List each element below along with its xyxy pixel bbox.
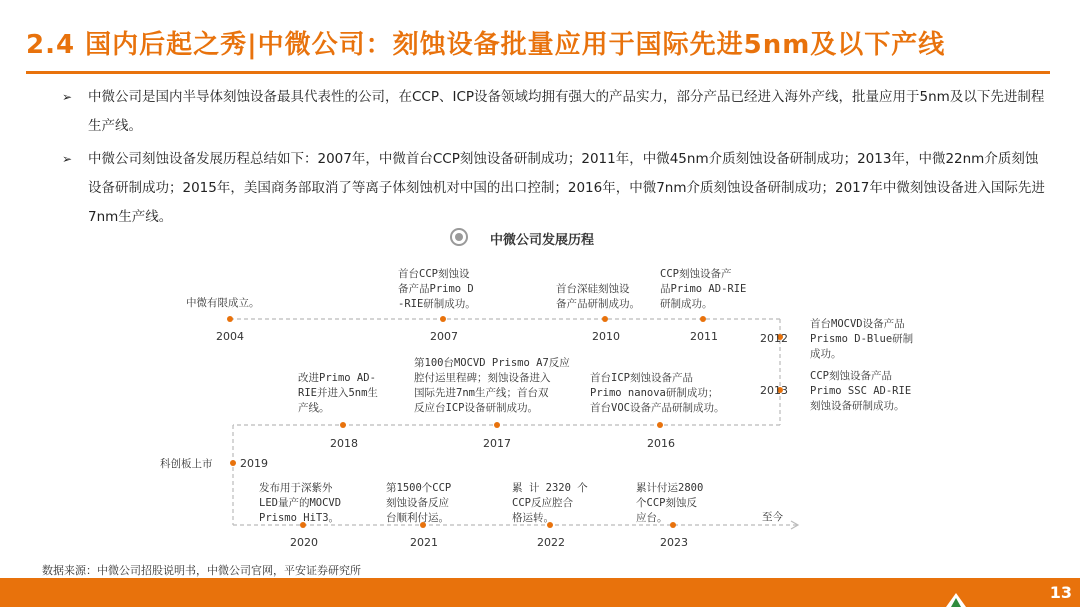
milestone-desc-2004: 中微有限成立。 — [186, 297, 260, 309]
milestone-year-2016: 2016 — [647, 437, 675, 450]
milestone-desc-2010: 首台深硅刻蚀设 备产品研制成功。 — [556, 283, 640, 310]
milestone-desc-2019: 科创板上市 — [160, 458, 213, 470]
milestone-dot-2004 — [227, 316, 233, 322]
milestone-desc-2012: 首台MOCVD设备产品 Prismo D-Blue研制 成功。 — [810, 318, 914, 360]
milestone-year-2018: 2018 — [330, 437, 358, 450]
milestone-desc-2023: 累计付运2800 个CCP刻蚀反 应台。 — [636, 482, 704, 524]
data-source-note: 数据来源：中微公司招股说明书，中微公司官网，平安证券研究所 — [42, 564, 361, 577]
milestone-year-2019: 2019 — [240, 457, 268, 470]
milestone-desc-2011: CCP刻蚀设备产 品Primo AD-RIE 研制成功。 — [660, 268, 747, 310]
milestone-desc-2022: 累 计 2320 个 CCP反应腔合 格运转。 — [512, 482, 588, 524]
bullet-text: 中微公司刻蚀设备发展历程总结如下：2007年，中微首台CCP刻蚀设备研制成功；2011年，中微45nm介质刻蚀设备研制成功；2013年，中微22nm介质刻蚀设备研制成功；2015年，美国商务部取消了等离子体刻蚀机对中国的出口控制；2016年，中微7nm介质刻蚀设备研制成功；2017年中微刻蚀设备进入国际先进7nm生产线。 — [88, 151, 1045, 225]
milestone-year-2022: 2022 — [537, 536, 565, 549]
milestone-year-2017: 2017 — [483, 437, 511, 450]
timeline-end-label: 至今 — [762, 511, 783, 523]
milestone-dot-2011 — [700, 316, 706, 322]
milestone-year-2011: 2011 — [690, 330, 718, 343]
milestone-dot-2007 — [440, 316, 446, 322]
milestone-desc-2016: 首台ICP刻蚀设备产品 Primo nanova研制成功； 首台VOC设备产品研制成功。 — [590, 372, 725, 414]
milestone-desc-2020: 发布用于深紫外 LED量产的MOCVD Prismo HiT3。 — [259, 482, 342, 524]
milestone-dot-2017 — [494, 422, 500, 428]
milestone-desc-2021: 第1500个CCP 刻蚀设备反应 台顺利付运。 — [386, 482, 452, 524]
bullet-arrow-icon: ➢ — [62, 90, 73, 104]
bullet-text: 中微公司是国内半导体刻蚀设备最具代表性的公司，在CCP、ICP设备领域均拥有强大的产品实力，部分产品已经进入海外产线，批量应用于5nm及以下先进制程生产线。 — [88, 89, 1045, 134]
milestone-year-2004: 2004 — [216, 330, 244, 343]
milestone-year-2010: 2010 — [592, 330, 620, 343]
milestone-desc-2007: 首台CCP刻蚀设 备产品Primo D -RIE研制成功。 — [398, 268, 476, 310]
milestone-year-2013: 2013 — [760, 384, 788, 397]
milestone-year-2023: 2023 — [660, 536, 688, 549]
milestone-dot-2016 — [657, 422, 663, 428]
page-number: 13 — [1049, 583, 1072, 602]
milestone-dot-2019 — [230, 460, 236, 466]
footer-bar — [0, 578, 1080, 607]
milestone-year-2012: 2012 — [760, 332, 788, 345]
milestone-year-2021: 2021 — [410, 536, 438, 549]
timeline-title: 中微公司发展历程 — [490, 233, 595, 248]
milestone-dot-2018 — [340, 422, 346, 428]
milestone-year-2020: 2020 — [290, 536, 318, 549]
milestone-desc-2018: 改进Primo AD- RIE并进入5nm生 产线。 — [298, 372, 378, 414]
milestone-year-2007: 2007 — [430, 330, 458, 343]
milestone-desc-2013: CCP刻蚀设备产品 Primo SSC AD-RIE 刻蚀设备研制成功。 — [810, 370, 912, 412]
milestone-desc-2017: 第100台MOCVD Prismo A7反应 腔付运里程碑；刻蚀设备进入 国际先进7nm生产线；首台双 反应台ICP设备研制成功。 — [414, 357, 570, 414]
milestone-dot-2010 — [602, 316, 608, 322]
logo-icon — [945, 592, 967, 607]
bullet-arrow-icon: ➢ — [62, 152, 73, 166]
page-title: 2.4 国内后起之秀|中微公司：刻蚀设备批量应用于国际先进5nm及以下产线 — [26, 30, 946, 60]
